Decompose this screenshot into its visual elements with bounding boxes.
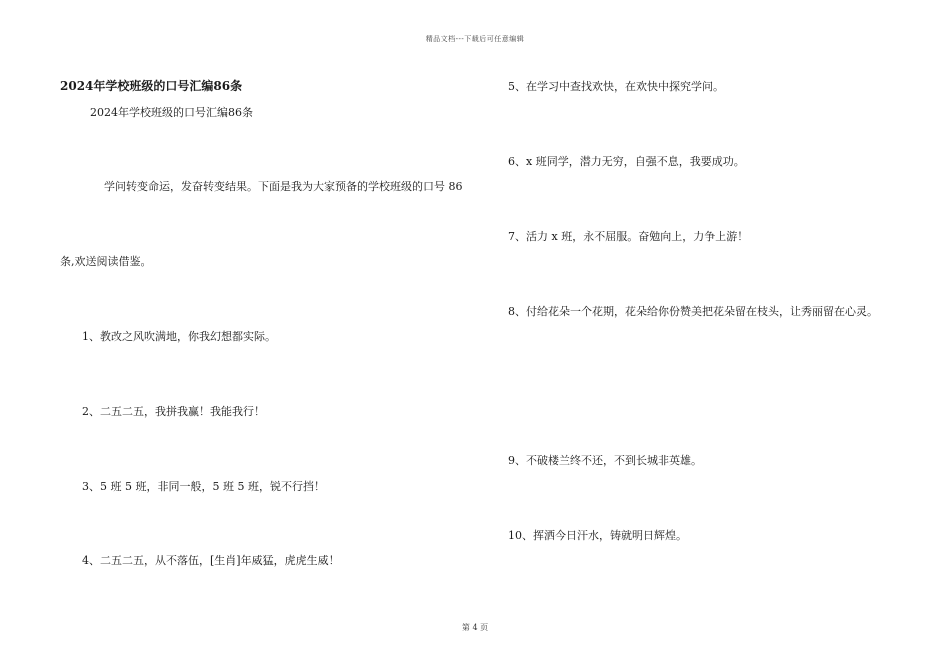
slogan-item: 2、二五二五，我拼我赢！我能我行！ <box>82 405 265 418</box>
slogan-item: 8、付给花朵一个花期，花朵给你份赞美把花朵留在枝头，让秀丽留在心灵。 <box>508 305 878 318</box>
slogan-item: 9、不破楼兰终不还，不到长城非英雄。 <box>508 454 702 467</box>
slogan-item: 7、活力 x 班，永不屈服。奋勉向上，力争上游！ <box>508 230 749 243</box>
slogan-item: 1、教改之风吹满地，你我幻想都实际。 <box>82 330 276 343</box>
intro-line-1: 学问转变命运，发奋转变结果。下面是我为大家预备的学校班级的口号 86 <box>104 180 463 193</box>
slogan-item: 6、x 班同学，潜力无穷，自强不息，我要成功。 <box>508 155 745 168</box>
slogan-item: 4、二五二五，从不落伍，[生肖]年威猛，虎虎生威！ <box>82 554 340 567</box>
document-subtitle: 2024年学校班级的口号汇编86条 <box>90 106 253 119</box>
header-note: 精品文档---下载后可任意编辑 <box>425 35 525 43</box>
slogan-item: 5、在学习中查找欢快，在欢快中探究学问。 <box>508 80 724 93</box>
intro-line-2: 条,欢送阅读借鉴。 <box>60 255 152 268</box>
page-number: 第 4 页 <box>461 623 489 632</box>
document-title: 2024年学校班级的口号汇编86条 <box>60 79 243 93</box>
slogan-item: 3、5 班 5 班，非同一般，5 班 5 班，锐不行挡！ <box>82 480 325 493</box>
slogan-item: 10、挥洒今日汗水，铸就明日辉煌。 <box>508 529 687 542</box>
